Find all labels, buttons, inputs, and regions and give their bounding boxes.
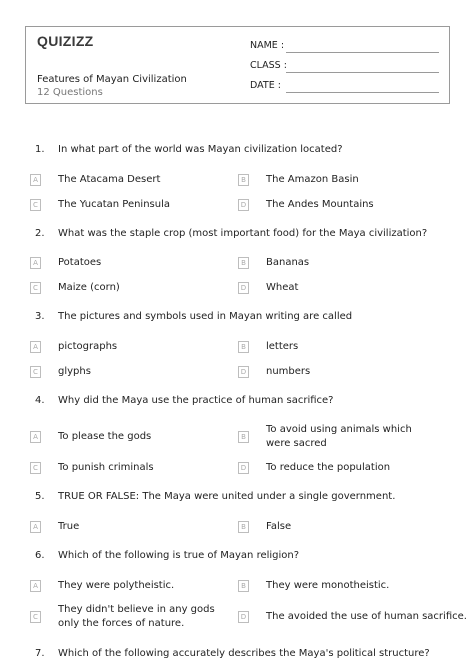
option-letter-box[interactable]: A [30, 580, 41, 592]
name-field[interactable] [250, 40, 284, 51]
option-text: Maize (corn) [58, 282, 120, 293]
option-text: To avoid using animals which were sacred [266, 424, 412, 449]
option-text: numbers [266, 366, 311, 377]
option-text: The Andes Mountains [266, 199, 374, 210]
question-number: 6. [35, 550, 45, 561]
option-letter-box[interactable]: A [30, 521, 41, 533]
option-text: pictographs [58, 341, 118, 352]
worksheet-title: Features of Mayan Civilization [37, 74, 187, 85]
question-number: 7. [35, 648, 45, 659]
option-letter-box[interactable]: A [30, 174, 41, 186]
option-letter-box[interactable]: A [30, 341, 41, 353]
option-text: Wheat [266, 282, 299, 293]
question-number: 4. [35, 395, 45, 406]
question-number: 3. [35, 311, 45, 322]
option-text: The Amazon Basin [266, 174, 359, 185]
option-letter-box[interactable]: B [238, 580, 249, 592]
option-text: They didn't believe in any gods only the forces of nature. [58, 604, 215, 629]
date-label: DATE : [250, 80, 281, 91]
question-count: 12 Questions [37, 87, 103, 98]
option-text: To punish criminals [58, 462, 154, 473]
option-text: Bananas [266, 257, 310, 268]
date-line [286, 92, 439, 93]
question-text: Which of the following is true of Mayan religion? [58, 550, 300, 561]
option-text: glyphs [58, 366, 91, 377]
option-letter-box[interactable]: B [238, 174, 249, 186]
option-letter-box[interactable]: B [238, 257, 249, 269]
option-text: To reduce the population [266, 462, 391, 473]
question-text: Why did the Maya use the practice of human sacrifice? [58, 395, 334, 406]
option-letter-box[interactable]: C [30, 199, 41, 211]
name-label: NAME : [250, 40, 285, 51]
option-text: True [58, 521, 80, 532]
option-letter-box[interactable]: D [238, 199, 249, 211]
option-letter-box[interactable]: B [238, 521, 249, 533]
class-field[interactable] [250, 60, 287, 71]
option-letter-box[interactable]: A [30, 431, 41, 443]
option-letter-box[interactable]: D [238, 282, 249, 294]
date-field[interactable] [250, 80, 281, 91]
option-text: They were polytheistic. [58, 580, 175, 591]
question-text: TRUE OR FALSE: The Maya were united under a single government. [58, 491, 396, 502]
option-letter-box[interactable]: D [238, 462, 249, 474]
option-letter-box[interactable]: B [238, 431, 249, 443]
option-letter-box[interactable]: D [238, 611, 249, 623]
option-text: To please the gods [58, 431, 152, 442]
class-line [286, 72, 439, 73]
option-text: False [266, 521, 292, 532]
option-letter-box[interactable]: D [238, 366, 249, 378]
question-number: 5. [35, 491, 45, 502]
option-letter-box[interactable]: C [30, 282, 41, 294]
question-text: What was the staple crop (most important food) for the Maya civilization? [58, 228, 428, 239]
option-letter-box[interactable]: C [30, 366, 41, 378]
option-letter-box[interactable]: A [30, 257, 41, 269]
option-text: The Atacama Desert [58, 174, 161, 185]
question-text: In what part of the world was Mayan civilization located? [58, 144, 343, 155]
option-text: Potatoes [58, 257, 102, 268]
option-text: letters [266, 341, 299, 352]
quizizz-logo: QUIZIZZ [37, 33, 94, 49]
name-line [286, 52, 439, 53]
option-text: They were monotheistic. [266, 580, 390, 591]
question-text: Which of the following accurately describes the Maya's political structure? [58, 648, 430, 659]
option-text: The avoided the use of human sacrifice. [266, 611, 467, 622]
question-number: 1. [35, 144, 45, 155]
worksheet-header [25, 26, 450, 104]
option-text: The Yucatan Peninsula [58, 199, 171, 210]
option-letter-box[interactable]: C [30, 611, 41, 623]
option-letter-box[interactable]: B [238, 341, 249, 353]
question-text: The pictures and symbols used in Mayan writing are called [58, 311, 353, 322]
class-label: CLASS : [250, 60, 287, 71]
option-letter-box[interactable]: C [30, 462, 41, 474]
question-number: 2. [35, 228, 45, 239]
